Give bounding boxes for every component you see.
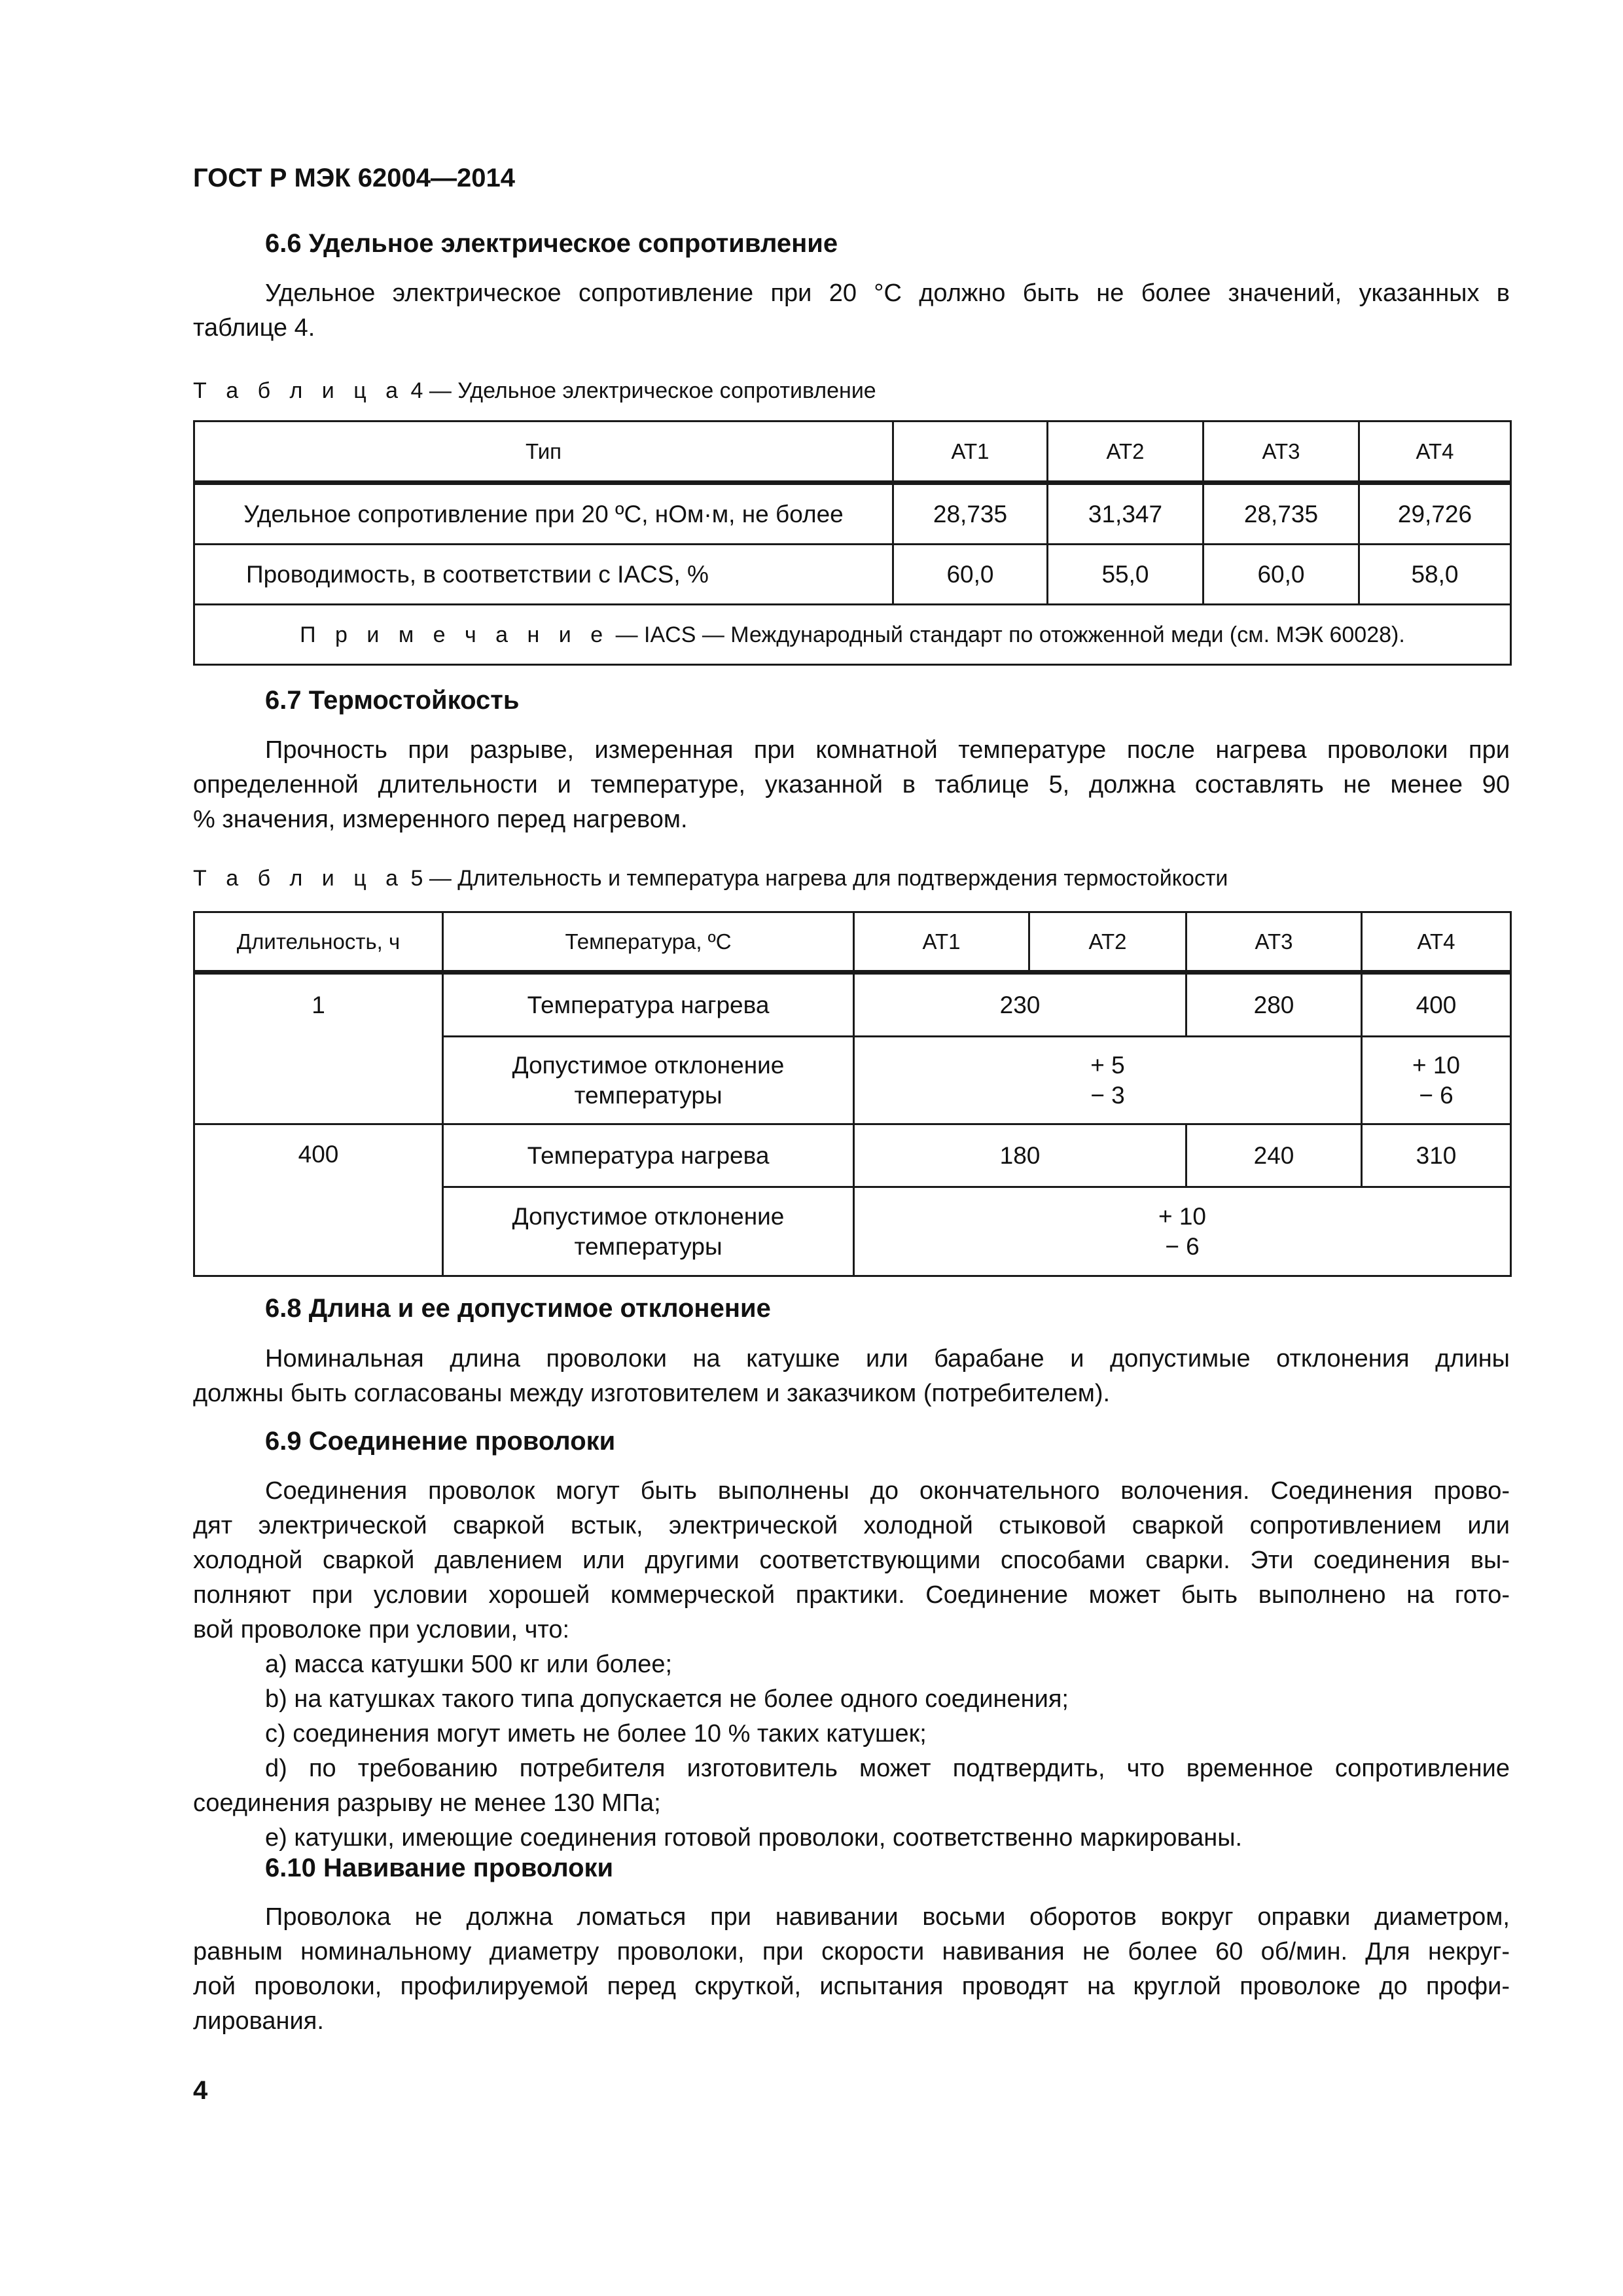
caption-word: Т а б л и ц а xyxy=(193,866,405,891)
section-6-7-title: 6.7 Термостойкость xyxy=(265,686,520,715)
table-note xyxy=(194,605,1511,665)
text-line: вой проволоке при условии, что: xyxy=(193,1616,570,1643)
text-line: дят электрической сваркой встык, электрической холодной стыковой сваркой сопротивлением или xyxy=(193,1512,1510,1539)
text-line: лой проволоки, профилируемой перед скруткой, испытания проводят на круглой проволоке до профи- xyxy=(193,1973,1510,2000)
table-cell: Температура нагрева xyxy=(443,1124,854,1187)
duration-cell: 1 xyxy=(194,973,443,1124)
list-item: e) катушки, имеющие соединения готовой проволоки, соответственно маркированы. xyxy=(265,1824,1243,1852)
table-cell xyxy=(443,1037,854,1124)
table-cell: 60,0 xyxy=(893,545,1048,605)
table-cell: Проводимость, в соответствии с IACS, % xyxy=(194,545,893,605)
cell-line: + 5 xyxy=(1090,1051,1125,1079)
table-4-caption xyxy=(193,378,876,404)
text-line: лирования. xyxy=(193,2007,324,2035)
text-line: определенной длительности и температуре, указанной в таблице 5, должна составлять не менее 90 xyxy=(193,771,1510,798)
duration-cell: 400 xyxy=(194,1124,443,1276)
table-note-row xyxy=(194,605,1511,665)
caption-word: Т а б л и ц а xyxy=(193,378,405,403)
header-cell: АТ4 xyxy=(1359,422,1511,483)
table-cell: Удельное сопротивление при 20 ºС, нОм·м, не более xyxy=(194,483,893,545)
text-line: d) по требованию потребителя изготовитель может подтвердить, что временное сопротивление xyxy=(265,1755,1510,1782)
cell-line: − 6 xyxy=(1419,1081,1454,1109)
table-cell: 60,0 xyxy=(1204,545,1359,605)
table-row xyxy=(194,483,1511,545)
caption-text: 5 — Длительность и температура нагрева для подтверждения термостойкости xyxy=(404,866,1228,891)
table-cell: 280 xyxy=(1186,973,1362,1037)
table-cell xyxy=(443,1187,854,1276)
text-line: Соединения проволок могут быть выполнены до окончательного волочения. Соединения прово- xyxy=(265,1477,1510,1505)
header-cell: Длительность, ч xyxy=(194,912,443,973)
table-cell: 400 xyxy=(1362,973,1511,1037)
text-line: равным номинальному диаметру проволоки, при скорости навивания не более 60 об/мин. Для некруг- xyxy=(193,1938,1510,1965)
header-cell: АТ1 xyxy=(893,422,1048,483)
table-4 xyxy=(193,420,1512,666)
table-cell: Температура нагрева xyxy=(443,973,854,1037)
text-line: таблице 4. xyxy=(193,314,315,342)
header-cell: АТ2 xyxy=(1048,422,1204,483)
table-cell xyxy=(1362,1037,1511,1124)
cell-line: − 3 xyxy=(1090,1081,1125,1109)
text-line: полняют при условии хорошей коммерческой практики. Соединение может быть выполнено на гото- xyxy=(193,1581,1510,1609)
table-cell: 180 xyxy=(854,1124,1186,1187)
text-line: соединения разрыву не менее 130 МПа; xyxy=(193,1789,661,1817)
section-6-8-title: 6.8 Длина и ее допустимое отклонение xyxy=(265,1294,771,1323)
cell-line: + 10 xyxy=(1158,1202,1207,1230)
table-row xyxy=(194,1124,1511,1187)
cell-line: + 10 xyxy=(1412,1051,1461,1079)
text-line: Номинальная длина проволоки на катушке или барабане и допустимые отклонения длины xyxy=(265,1345,1510,1372)
table-cell: 55,0 xyxy=(1048,545,1204,605)
header-cell: АТ1 xyxy=(854,912,1029,973)
table-cell xyxy=(854,1187,1511,1276)
header-cell: АТ3 xyxy=(1204,422,1359,483)
text-line: Удельное электрическое сопротивление при 20 °C должно быть не более значений, указанных в xyxy=(265,279,1510,307)
cell-line: температуры xyxy=(574,1232,722,1260)
table-row xyxy=(194,973,1511,1037)
standard-header: ГОСТ Р МЭК 62004—2014 xyxy=(193,164,516,192)
list-item: a) масса катушки 500 кг или более; xyxy=(265,1651,673,1678)
cell-line: Допустимое отклонение xyxy=(512,1202,785,1230)
list-item: c) соединения могут иметь не более 10 % таких катушек; xyxy=(265,1720,927,1748)
table-cell: 29,726 xyxy=(1359,483,1511,545)
header-cell: АТ4 xyxy=(1362,912,1511,973)
text-line: Прочность при разрыве, измеренная при комнатной температуре после нагрева проволоки при xyxy=(265,736,1510,764)
section-6-10-text xyxy=(193,1900,1510,2039)
table-cell: 28,735 xyxy=(1204,483,1359,545)
conditions-list xyxy=(193,1647,1510,1856)
text-line: холодной сваркой давлением или другими соответствующими способами сварки. Эти соединения вы- xyxy=(193,1547,1510,1574)
table-cell: 31,347 xyxy=(1048,483,1204,545)
table-cell: 240 xyxy=(1186,1124,1362,1187)
note-word: П р и м е ч а н и е xyxy=(300,622,610,647)
section-6-10-title: 6.10 Навивание проволоки xyxy=(265,1854,614,1882)
text-line: должны быть согласованы между изготовителем и заказчиком (потребителем). xyxy=(193,1380,1111,1407)
section-6-6-text xyxy=(193,276,1510,346)
table-5 xyxy=(193,911,1512,1277)
cell-line: − 6 xyxy=(1165,1232,1200,1260)
page-number: 4 xyxy=(193,2076,208,2105)
section-6-9-text xyxy=(193,1474,1510,1647)
note-text: — IACS — Международный стандарт по отожженной меди (см. МЭК 60028). xyxy=(609,622,1405,647)
section-6-9-title: 6.9 Соединение проволоки xyxy=(265,1427,616,1456)
table-cell: 58,0 xyxy=(1359,545,1511,605)
section-6-7-text xyxy=(193,733,1510,837)
table-cell: 310 xyxy=(1362,1124,1511,1187)
section-6-8-text xyxy=(193,1342,1510,1411)
header-cell: Тип xyxy=(194,422,893,483)
table-cell xyxy=(854,1037,1362,1124)
text-line: % значения, измеренного перед нагревом. xyxy=(193,806,688,833)
cell-line: Допустимое отклонение xyxy=(512,1051,785,1079)
list-item xyxy=(193,1751,1510,1821)
table-header-row xyxy=(194,422,1511,483)
list-item: b) на катушках такого типа допускается не более одного соединения; xyxy=(265,1685,1069,1713)
table-header-row xyxy=(194,912,1511,973)
caption-text: 4 — Удельное электрическое сопротивление xyxy=(404,378,876,403)
section-6-6-title: 6.6 Удельное электрическое сопротивление xyxy=(265,229,838,258)
header-cell: АТ2 xyxy=(1029,912,1186,973)
table-5-caption xyxy=(193,866,1228,891)
header-cell: АТ3 xyxy=(1186,912,1362,973)
cell-line: температуры xyxy=(574,1081,722,1109)
table-cell: 28,735 xyxy=(893,483,1048,545)
table-cell: 230 xyxy=(854,973,1186,1037)
text-line: Проволока не должна ломаться при навивании восьми оборотов вокруг оправки диаметром, xyxy=(265,1903,1510,1931)
table-row xyxy=(194,545,1511,605)
header-cell: Температура, ºС xyxy=(443,912,854,973)
